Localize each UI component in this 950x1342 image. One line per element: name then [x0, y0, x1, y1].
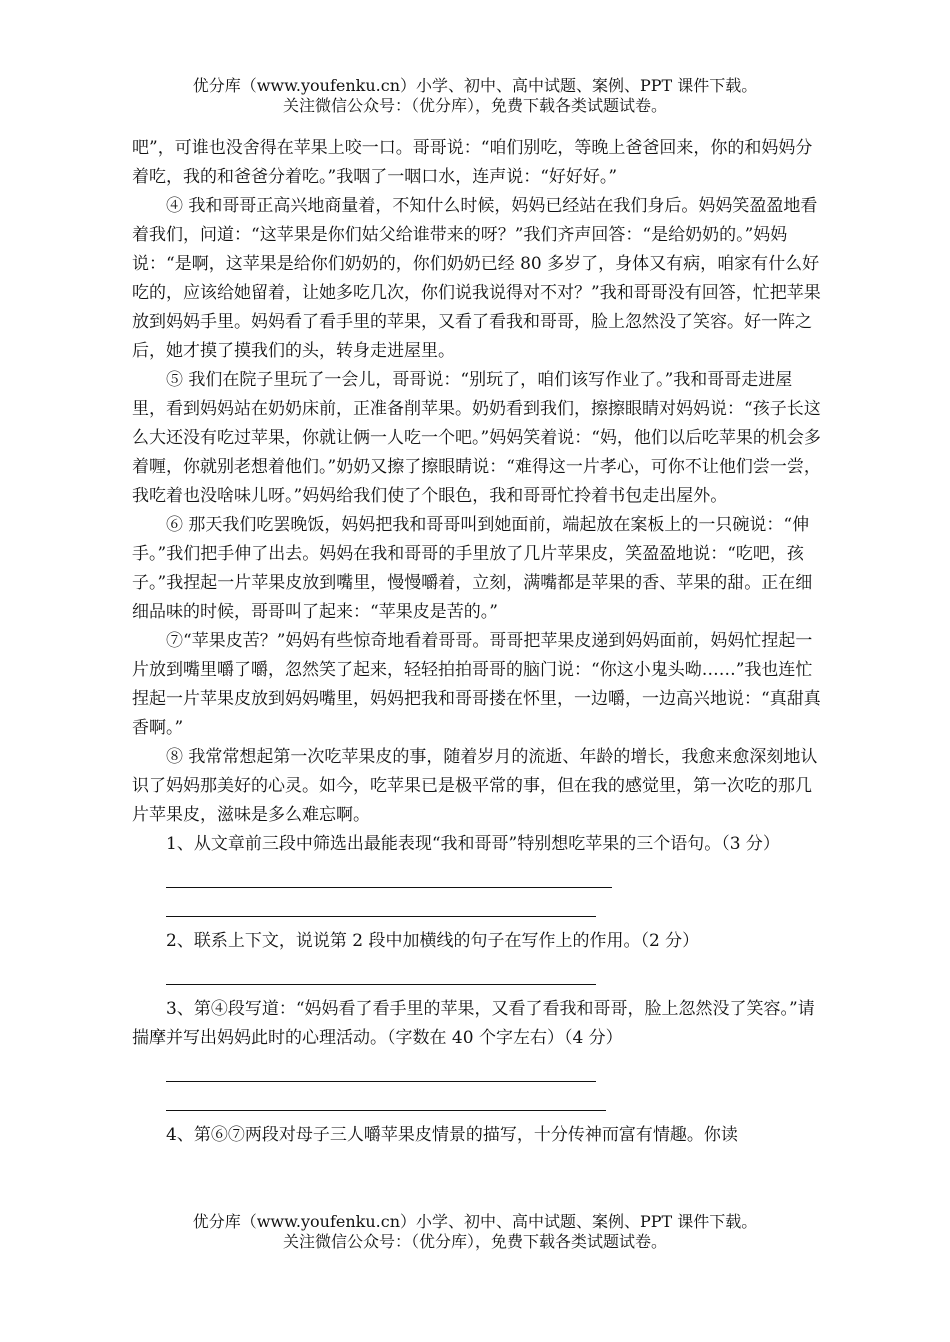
question-3: 3、第④段写道：“妈妈看了看手里的苹果，又看了看我和哥哥，脸上忽然没了笑容。”请揣摩并写出妈妈此时的心理活动。（字数在 40 个字左右）（4 分）	[132, 999, 815, 1048]
paragraph-continuation: 吧”，可谁也没舍得在苹果上咬一口。哥哥说：“咱们别吃，等晚上爸爸回来，你的和妈妈分着吃，我的和爸爸分着吃。”我咽了一咽口水，连声说：“好好好。”	[132, 138, 813, 187]
header-line-2: 关注微信公众号：（优分库），免费下载各类试题试卷。	[282, 96, 667, 115]
paragraph-7: ⑦“苹果皮苦？”妈妈有些惊奇地看着哥哥。哥哥把苹果皮递到妈妈面前，妈妈忙捏起一片放到嘴里嚼了嚼，忽然笑了起来，轻轻拍拍哥哥的脑门说：“你这小鬼头呦……”我也连忙捏起一片苹果皮放到妈妈嘴里，妈妈把我和哥哥搂在怀里，一边嚼，一边高兴地说：“真甜真香啊。”	[132, 631, 821, 738]
footer-line-1: 优分库（www.youfenku.cn）小学、初中、高中试题、案例、PPT 课件下载。	[192, 1212, 758, 1231]
answer-line	[166, 887, 612, 888]
header-line-1: 优分库（www.youfenku.cn）小学、初中、高中试题、案例、PPT 课件下载。	[192, 76, 758, 95]
answer-line	[166, 1081, 596, 1082]
paragraph-8: ⑧ 我常常想起第一次吃苹果皮的事，随着岁月的流逝、年龄的增长，我愈来愈深刻地认识了妈妈那美好的心灵。如今，吃苹果已是极平常的事，但在我的感觉里，第一次吃的那几片苹果皮，滋味是多么难忘啊。	[132, 747, 818, 825]
question-4: 4、第⑥⑦两段对母子三人嚼苹果皮情景的描写，十分传神而富有情趣。你读	[166, 1125, 738, 1145]
page-footer	[0, 1212, 950, 1252]
page-header	[0, 76, 950, 116]
paragraph-5: ⑤ 我们在院子里玩了一会儿，哥哥说：“别玩了，咱们该写作业了。”我和哥哥走进屋里，看到妈妈站在奶奶床前，正准备削苹果。奶奶看到我们，擦擦眼睛对妈妈说：“孩子长这么大还没有吃过苹果，你就让俩一人吃一个吧。”妈妈笑着说：“妈，他们以后吃苹果的机会多着喱，你就别老想着他们。”奶奶又擦了擦眼睛说：“难得这一片孝心，可你不让他们尝一尝，我吃着也没啥味儿呀。”妈妈给我们使了个眼色，我和哥哥忙拎着书包走出屋外。	[132, 370, 821, 506]
answer-line	[166, 984, 596, 985]
footer-line-2: 关注微信公众号：（优分库），免费下载各类试题试卷。	[282, 1232, 667, 1251]
question-2: 2、联系上下文，说说第 2 段中加横线的句子在写作上的作用。（2 分）	[166, 931, 700, 951]
document-body	[132, 134, 822, 1150]
answer-line	[166, 1110, 606, 1111]
question-1: 1、从文章前三段中筛选出最能表现“我和哥哥”特别想吃苹果的三个语句。（3 分）	[166, 834, 780, 854]
answer-line	[166, 916, 596, 917]
paragraph-4: ④ 我和哥哥正高兴地商量着，不知什么时候，妈妈已经站在我们身后。妈妈笑盈盈地看着我们，问道：“这苹果是你们姑父给谁带来的呀？”我们齐声回答：“是给奶奶的。”妈妈说：“是啊，这苹果是给你们奶奶的，你们奶奶已经 80 多岁了，身体又有病，咱家有什么好吃的，应该给她留着，让她多吃几次，你们说我说得对不对？”我和哥哥没有回答，忙把苹果放到妈妈手里。妈妈看了看手里的苹果，又看了看我和哥哥，脸上忽然没了笑容。好一阵之后，她才摸了摸我们的头，转身走进屋里。	[132, 196, 821, 361]
paragraph-6: ⑥ 那天我们吃罢晚饭，妈妈把我和哥哥叫到她面前，端起放在案板上的一只碗说：“伸手。”我们把手伸了出去。妈妈在我和哥哥的手里放了几片苹果皮，笑盈盈地说：“吃吧，孩子。”我捏起一片苹果皮放到嘴里，慢慢嚼着，立刻，满嘴都是苹果的香、苹果的甜。正在细细品味的时候，哥哥叫了起来：“苹果皮是苦的。”	[132, 515, 813, 622]
